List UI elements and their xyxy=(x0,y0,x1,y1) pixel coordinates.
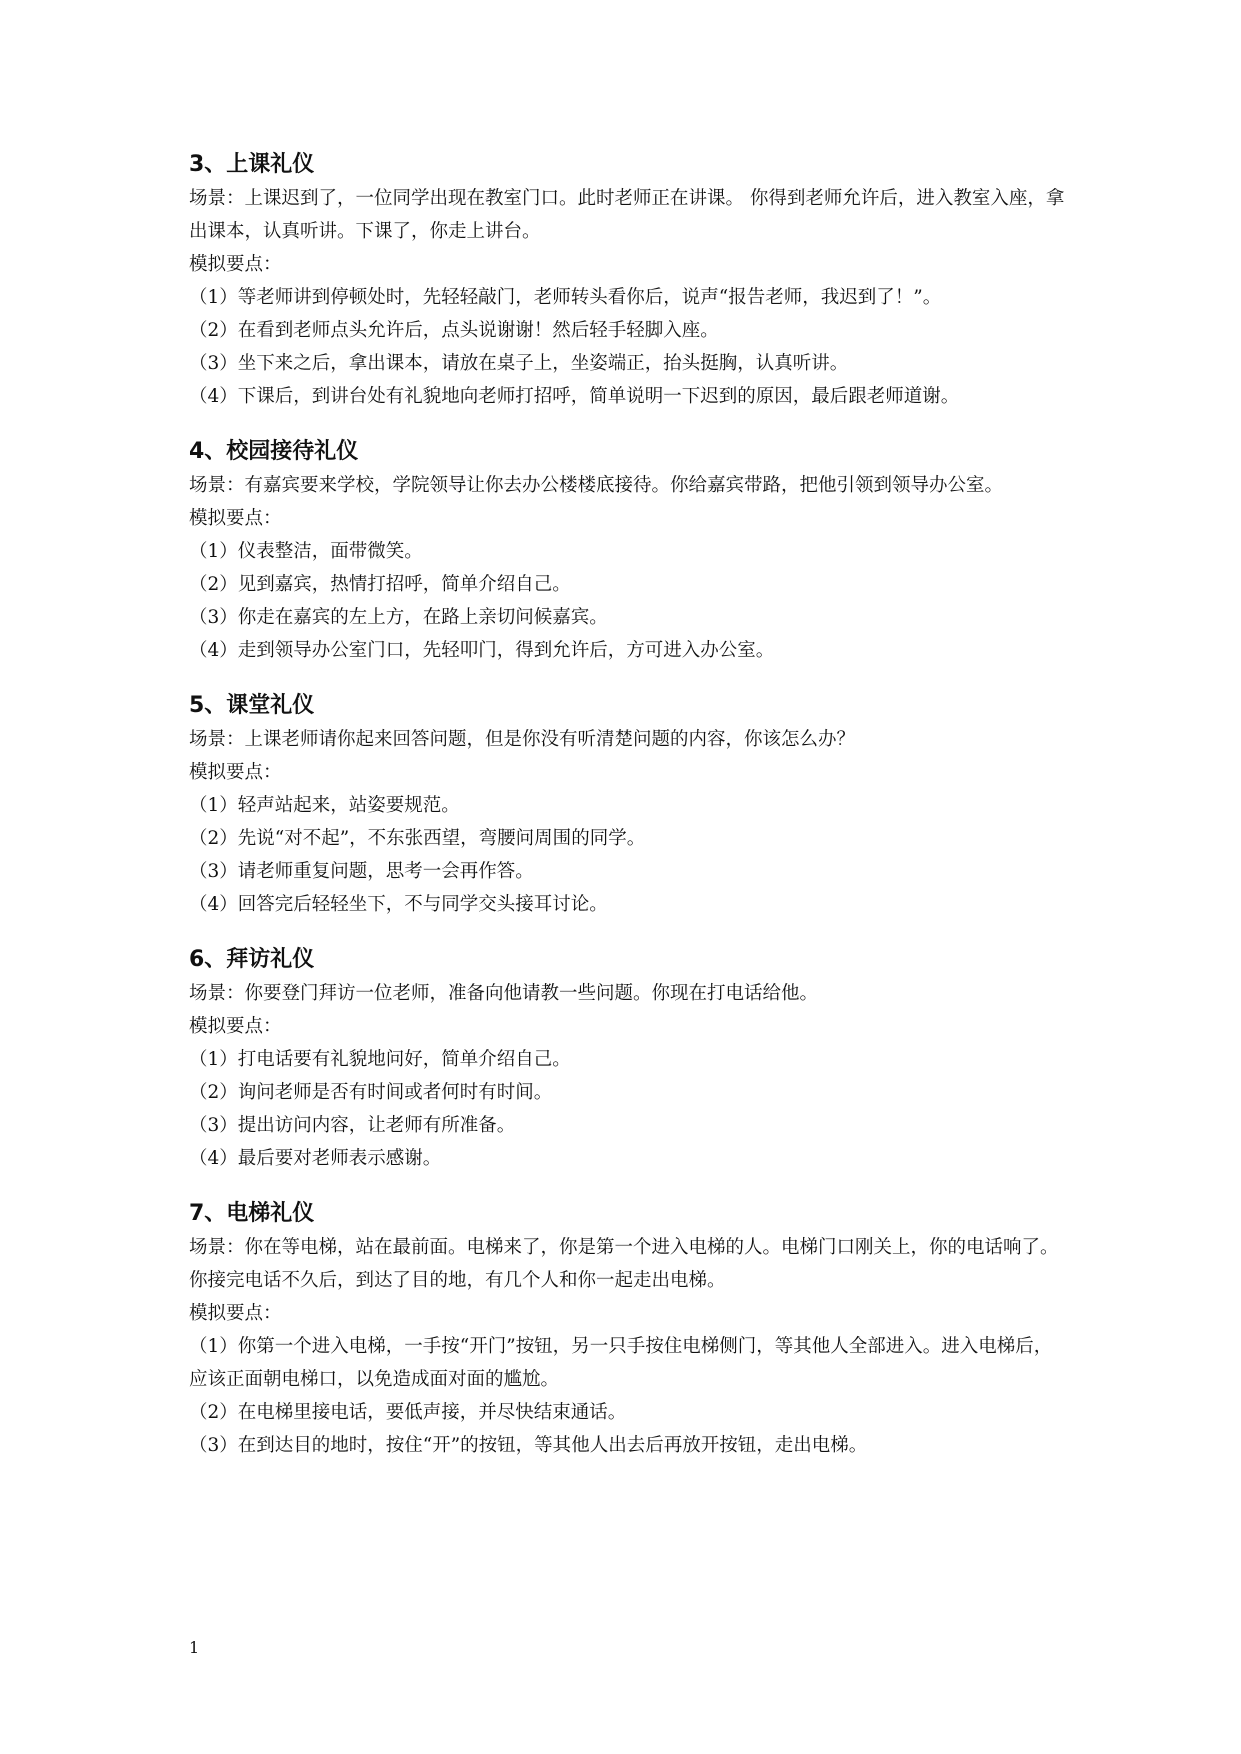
point-item: （3）在到达目的地时，按住“开”的按钮，等其他人出去后再放开按钮，走出电梯。 xyxy=(189,1435,868,1456)
point-item: （3）坐下来之后，拿出课本，请放在桌子上，坐姿端正，抬头挺胸，认真听讲。 xyxy=(189,353,849,374)
page-number: 1 xyxy=(189,1638,200,1657)
point-item: （1）打电话要有礼貌地问好，简单介绍自己。 xyxy=(189,1049,571,1070)
points-label: 模拟要点： xyxy=(189,508,282,529)
section-classroom-entry-etiquette xyxy=(189,148,1069,413)
point-item: （3）你走在嘉宾的左上方，在路上亲切问候嘉宾。 xyxy=(189,607,608,628)
section-visiting-etiquette xyxy=(189,943,1069,1175)
point-item: （1）等老师讲到停顿处时，先轻轻敲门，老师转头看你后，说声“报告老师，我迟到了！”。 xyxy=(189,287,942,308)
point-item: （1）轻声站起来，站姿要规范。 xyxy=(189,795,460,816)
point-item: （2）见到嘉宾，热情打招呼，简单介绍自己。 xyxy=(189,574,571,595)
point-item: （1）仪表整洁，面带微笑。 xyxy=(189,541,423,562)
points-label: 模拟要点： xyxy=(189,254,282,275)
section-classroom-etiquette xyxy=(189,689,1069,921)
document-body xyxy=(189,148,1069,1484)
point-item: （3）请老师重复问题，思考一会再作答。 xyxy=(189,861,534,882)
point-item: （2）询问老师是否有时间或者何时有时间。 xyxy=(189,1082,553,1103)
point-item: （4）最后要对老师表示感谢。 xyxy=(189,1148,442,1169)
point-item: （3）提出访问内容，让老师有所准备。 xyxy=(189,1115,516,1136)
point-item: （4）回答完后轻轻坐下，不与同学交头接耳讨论。 xyxy=(189,894,608,915)
scene-text: 场景：你在等电梯，站在最前面。电梯来了，你是第一个进入电梯的人。电梯门口刚关上，你的电话响了。你接完电话不久后，到达了目的地，有几个人和你一起走出电梯。 xyxy=(189,1237,1059,1291)
section-heading: 3、上课礼仪 xyxy=(189,152,315,177)
section-heading: 4、校园接待礼仪 xyxy=(189,439,359,464)
point-item: （2）在电梯里接电话，要低声接，并尽快结束通话。 xyxy=(189,1402,627,1423)
section-heading: 6、拜访礼仪 xyxy=(189,947,315,972)
scene-text: 场景：上课迟到了，一位同学出现在教室门口。此时老师正在讲课。 你得到老师允许后，进入教室入座，拿出课本，认真听讲。下课了，你走上讲台。 xyxy=(189,188,1065,242)
point-item: （2）在看到老师点头允许后，点头说谢谢！然后轻手轻脚入座。 xyxy=(189,320,719,341)
section-elevator-etiquette xyxy=(189,1197,1069,1462)
point-item: （4）下课后，到讲台处有礼貌地向老师打招呼，简单说明一下迟到的原因，最后跟老师道谢。 xyxy=(189,386,960,407)
point-item: （1）你第一个进入电梯，一手按“开门”按钮，另一只手按住电梯侧门，等其他人全部进入。进入电梯后，应该正面朝电梯口，以免造成面对面的尴尬。 xyxy=(189,1336,1053,1390)
points-label: 模拟要点： xyxy=(189,762,282,783)
points-label: 模拟要点： xyxy=(189,1016,282,1037)
section-heading: 5、课堂礼仪 xyxy=(189,693,315,718)
point-item: （2）先说“对不起”，不东张西望，弯腰问周围的同学。 xyxy=(189,828,646,849)
scene-text: 场景：有嘉宾要来学校，学院领导让你去办公楼楼底接待。你给嘉宾带路，把他引领到领导办公室。 xyxy=(189,475,1004,496)
point-item: （4）走到领导办公室门口，先轻叩门，得到允许后，方可进入办公室。 xyxy=(189,640,775,661)
section-campus-reception-etiquette xyxy=(189,435,1069,667)
points-label: 模拟要点： xyxy=(189,1303,282,1324)
section-heading: 7、电梯礼仪 xyxy=(189,1201,315,1226)
scene-text: 场景：你要登门拜访一位老师，准备向他请教一些问题。你现在打电话给他。 xyxy=(189,983,819,1004)
scene-text: 场景：上课老师请你起来回答问题，但是你没有听清楚问题的内容，你该怎么办？ xyxy=(189,729,856,750)
